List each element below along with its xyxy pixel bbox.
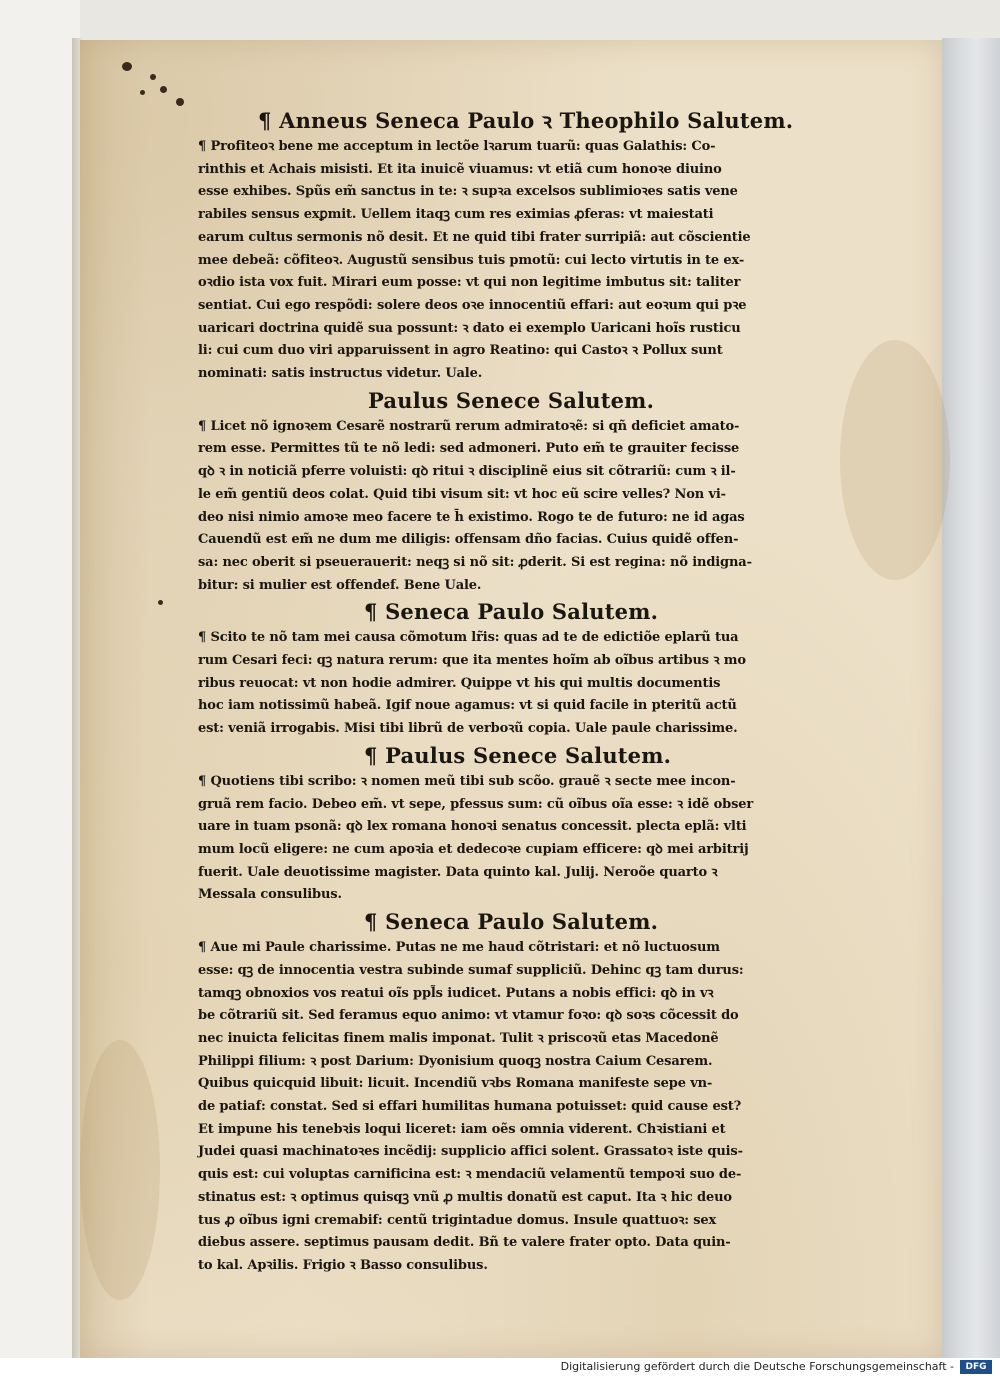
text-line: tamqꝫ obnoxios vos reatui oĩs ppl̃s iudicet. Putans a nobis effici: qꝺ in vꝛ bbox=[198, 985, 714, 1001]
text-line: deo nisi nimio amoꝛe meo facere te h̄ existimo. Rogo te de futuro: ne id agas bbox=[198, 509, 745, 525]
letter-2 bbox=[198, 386, 868, 598]
text-line: Cauendũ est em̃ ne dum me diligis: offensam dño facias. Cuius quidẽ offen- bbox=[198, 532, 739, 548]
text-line: de patiaf: constat. Sed si effari humilitas humana potuisset: quid cause est? bbox=[198, 1099, 742, 1115]
text-line: Messala consulibus. bbox=[198, 887, 342, 903]
text-line: ¶ Quotiens tibi scribo: ꝛ nomen meũ tibi sub scõo. grauẽ ꝛ secte mee incon- bbox=[198, 773, 736, 789]
text-line: qꝺ ꝛ in noticiã pferre voluisti: qꝺ ritui ꝛ disciplinẽ eius sit cõtrariũ: cum ꝛ il- bbox=[198, 464, 736, 480]
ink-spot bbox=[176, 98, 184, 106]
letter-heading: Paulus Senece Salutem. bbox=[368, 387, 655, 413]
letter-heading: ¶ Paulus Senece Salutem. bbox=[364, 742, 672, 768]
text-line: hoc iam notissimũ habeã. Igif noue agamus: vt si quid facile in pteritũ actũ bbox=[198, 698, 737, 714]
text-line: diebus assere. septimus pausam dedit. Bñ te valere frater opto. Data quin- bbox=[198, 1235, 731, 1251]
scanner-background-left bbox=[0, 0, 80, 1360]
text-line: earum cultus sermonis nõ desit. Et ne quid tibi frater surripiã: aut cõscientie bbox=[198, 229, 751, 245]
letter-1 bbox=[198, 106, 868, 386]
letter-heading: ¶ Seneca Paulo Salutem. bbox=[364, 599, 659, 625]
dfg-logo: DFG bbox=[960, 1360, 992, 1374]
letter-5 bbox=[198, 907, 868, 1278]
paper-stain bbox=[80, 1040, 160, 1300]
text-line: mum locũ eligere: ne cum apoꝛia et dedecoꝛe cupiam efficere: qꝺ mei arbitrij bbox=[198, 841, 749, 857]
text-line: sa: nec oberit si pseuerauerit: neqꝫ si nõ sit: ꝓderit. Si est regina: nõ indigna- bbox=[198, 554, 752, 570]
adjacent-page-edge bbox=[942, 38, 1000, 1362]
text-line: rabiles sensus exꝑmit. Uellem itaqꝫ cum res eximias ꝓferas: vt maiestati bbox=[198, 207, 714, 223]
text-line: esse: qꝫ de innocentia vestra subinde sumaf suppliciũ. Dehinc qꝫ tam durus: bbox=[198, 962, 744, 978]
letter-heading: ¶ Anneus Seneca Paulo ꝛ Theophilo Salutem. bbox=[258, 108, 794, 133]
text-line: oꝛdio ista vox fuit. Mirari eum posse: vt qui non legitime imbutus sit: taliter bbox=[198, 275, 741, 291]
text-line: esse exhibes. Spũs em̃ sanctus in te: ꝛ supꝛa excelsos sublimioꝛes satis vene bbox=[198, 184, 738, 200]
text-line: fuerit. Uale deuotissime magister. Data quinto kal. Julij. Neroõe quarto ꝛ bbox=[198, 864, 718, 880]
text-line: ¶ Scito te nõ tam mei causa cõmotum lr̃is: quas ad te de edictiõe eplarũ tua bbox=[198, 630, 739, 646]
ink-spot bbox=[158, 600, 163, 605]
text-line: ¶ Licet nõ ignoꝛem Cesarẽ nostrarũ rerum admiratoꝛẽ: si qñ deficiet amato- bbox=[198, 418, 740, 434]
footer-bar bbox=[0, 1358, 1000, 1378]
text-line: uaricari doctrina quidẽ sua possunt: ꝛ dato ei exemplo Uaricani hoĩs rusticu bbox=[198, 320, 741, 336]
text-line: rum Cesari feci: qꝫ natura rerum: que ita mentes hoĩm ab oĩbus artibus ꝛ mo bbox=[198, 653, 746, 669]
ink-spot bbox=[140, 90, 145, 95]
text-line: rinthis et Achais misisti. Et ita inuicẽ viuamus: vt etiã cum honoꝛe diuino bbox=[198, 161, 722, 177]
text-line: sentiat. Cui ego respõdi: solere deos oꝛe innocentiũ effari: aut eoꝛum qui pꝛe bbox=[198, 297, 747, 313]
text-line: Quibus quicquid libuit: licuit. Incendiũ vꝛbs Romana manifeste sepe vn- bbox=[198, 1076, 713, 1092]
letter-heading: ¶ Seneca Paulo Salutem. bbox=[364, 909, 659, 935]
text-line: Philippi filium: ꝛ post Darium: Dyonisium quoqꝫ nostra Caium Cesarem. bbox=[198, 1053, 713, 1069]
text-line: nec inuicta felicitas finem malis imponat. Tulit ꝛ priscoꝛũ etas Macedonẽ bbox=[198, 1030, 719, 1046]
text-line: to kal. Apꝛilis. Frigio ꝛ Basso consulibus. bbox=[198, 1257, 488, 1273]
ink-spot bbox=[122, 62, 132, 71]
text-line: bitur: si mulier est offendef. Bene Uale. bbox=[198, 577, 482, 593]
letter-3 bbox=[198, 597, 868, 741]
text-line: ribus reuocat: vt non hodie admirer. Quippe vt his qui multis documentis bbox=[198, 675, 721, 691]
ink-spot bbox=[160, 86, 167, 93]
letters-text bbox=[198, 106, 868, 1278]
ink-spot bbox=[150, 74, 156, 80]
text-line: Et impune his tenebꝛis loqui liceret: iam oẽs omnia viderent. Chꝛistiani et bbox=[198, 1121, 726, 1137]
text-line: Judei quasi machinatoꝛes incẽdij: supplicio affici solent. Grassatoꝛ iste quis- bbox=[198, 1144, 743, 1160]
text-line: rem esse. Permittes tũ te nõ ledi: sed admoneri. Puto em̃ te grauiter fecisse bbox=[198, 441, 740, 457]
text-line: ¶ Profiteoꝛ bene me acceptum in lectõe lꝛarum tuarũ: quas Galathis: Co- bbox=[198, 139, 716, 154]
text-line: mee debeã: cõfiteoꝛ. Augustũ sensibus tuis pmotũ: cui lecto virtutis in te ex- bbox=[198, 252, 745, 268]
text-line: nominati: satis instructus videtur. Uale. bbox=[198, 366, 483, 382]
text-line: stinatus est: ꝛ optimus quisqꝫ vnũ ꝓ multis donatũ est caput. Ita ꝛ hic deuo bbox=[198, 1189, 732, 1205]
funding-credit: Digitalisierung gefördert durch die Deutsche Forschungsgemeinschaft - bbox=[560, 1360, 954, 1373]
text-line: uare in tuam psonã: qꝺ lex romana honoꝛi senatus concessit. plecta eplã: vlti bbox=[198, 819, 747, 835]
text-line: quis est: cui voluptas carnificina est: ꝛ mendaciũ velamentũ tempoꝛi suo de- bbox=[198, 1167, 742, 1183]
letter-4 bbox=[198, 741, 868, 907]
text-line: tus ꝓ oĩbus igni cremabif: centũ trigintadue domus. Insule quattuoꝛ: sex bbox=[198, 1212, 717, 1228]
text-line: li: cui cum duo viri apparuissent in agro Reatino: qui Castoꝛ ꝛ Pollux sunt bbox=[198, 343, 723, 359]
text-line: le em̃ gentiũ deos colat. Quid tibi visum sit: vt hoc eũ scire velles? Non vi- bbox=[198, 486, 726, 502]
text-line: est: veniã irrogabis. Misi tibi librũ de verboꝛũ copia. Uale paule charissime. bbox=[198, 721, 738, 737]
text-line: ¶ Aue mi Paule charissime. Putas ne me haud cõtristari: et nõ luctuosum bbox=[198, 940, 720, 956]
text-line: gruã rem facio. Debeo em̃. vt sepe, pfessus sum: cũ oĩbus oĩa esse: ꝛ idẽ obser bbox=[198, 796, 754, 812]
text-line: be cõtrariũ sit. Sed feramus equo animo: vt vtamur foꝛo: qꝺ soꝛs cõcessit do bbox=[198, 1008, 739, 1024]
